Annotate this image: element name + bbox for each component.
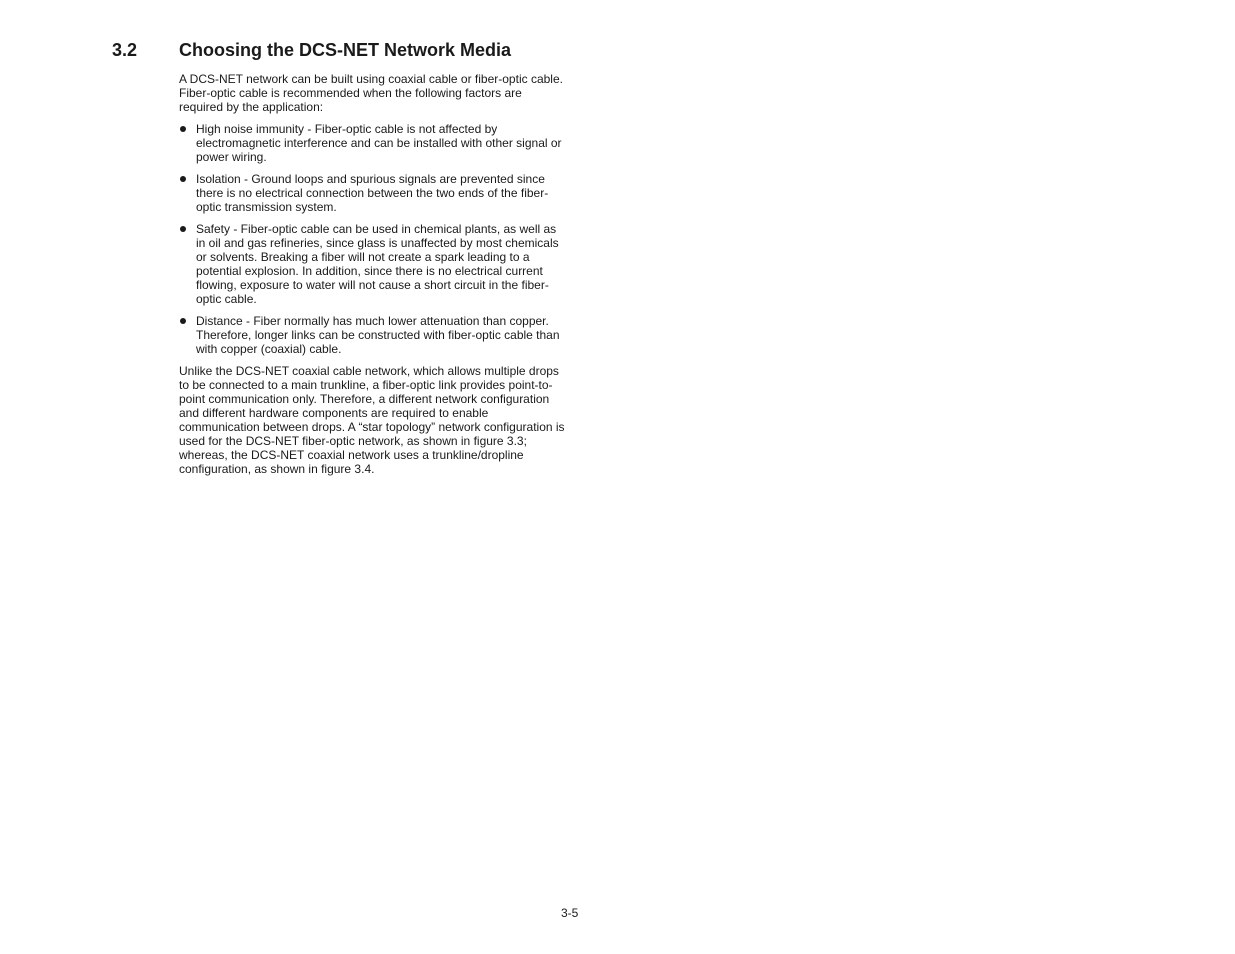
bullet-icon [180, 176, 186, 182]
list-item-text: Isolation - Ground loops and spurious signals are prevented since there is no electrical connection between the two ends of the fiber-optic transmission system. [196, 172, 549, 214]
section-title: Choosing the DCS-NET Network Media [179, 40, 512, 60]
closing-paragraph: Unlike the DCS-NET coaxial cable network, which allows multiple drops to be connected to a main trunkline, a fiber-optic link provides point-to-point communication only. Therefore, a different network configuration and different hardware components are required to enable communication between drops. A “star topology” network configuration is used for the DCS-NET fiber-optic network, as shown in figure 3.3; whereas, the DCS-NET coaxial network uses a trunkline/dropline configuration, as shown in figure 3.4. [179, 364, 565, 476]
list-item [179, 222, 565, 306]
list-item-text: High noise immunity - Fiber-optic cable is not affected by electromagnetic interference and can be installed with other signal or power wiring. [196, 122, 562, 164]
list-item [179, 314, 565, 356]
page-number: 3-5 [561, 906, 579, 920]
section-number: 3.2 [112, 40, 138, 60]
factor-list [179, 122, 565, 356]
list-item-text: Safety - Fiber-optic cable can be used in chemical plants, as well as in oil and gas refineries, since glass is unaffected by most chemicals or solvents. Breaking a fiber will not create a spark leading to a potential explosion. In addition, since there is no electrical current flowing, exposure to water will not cause a short circuit in the fiber-optic cable. [196, 222, 559, 306]
list-item [179, 172, 565, 214]
bullet-icon [180, 126, 186, 132]
body-column [179, 72, 565, 484]
bullet-icon [180, 318, 186, 324]
bullet-icon [180, 226, 186, 232]
intro-paragraph: A DCS-NET network can be built using coaxial cable or fiber-optic cable. Fiber-optic cable is recommended when the following factors are required by the application: [179, 72, 563, 114]
list-item [179, 122, 565, 164]
list-item-text: Distance - Fiber normally has much lower attenuation than copper. Therefore, longer links can be constructed with fiber-optic cable than with copper (coaxial) cable. [196, 314, 560, 356]
